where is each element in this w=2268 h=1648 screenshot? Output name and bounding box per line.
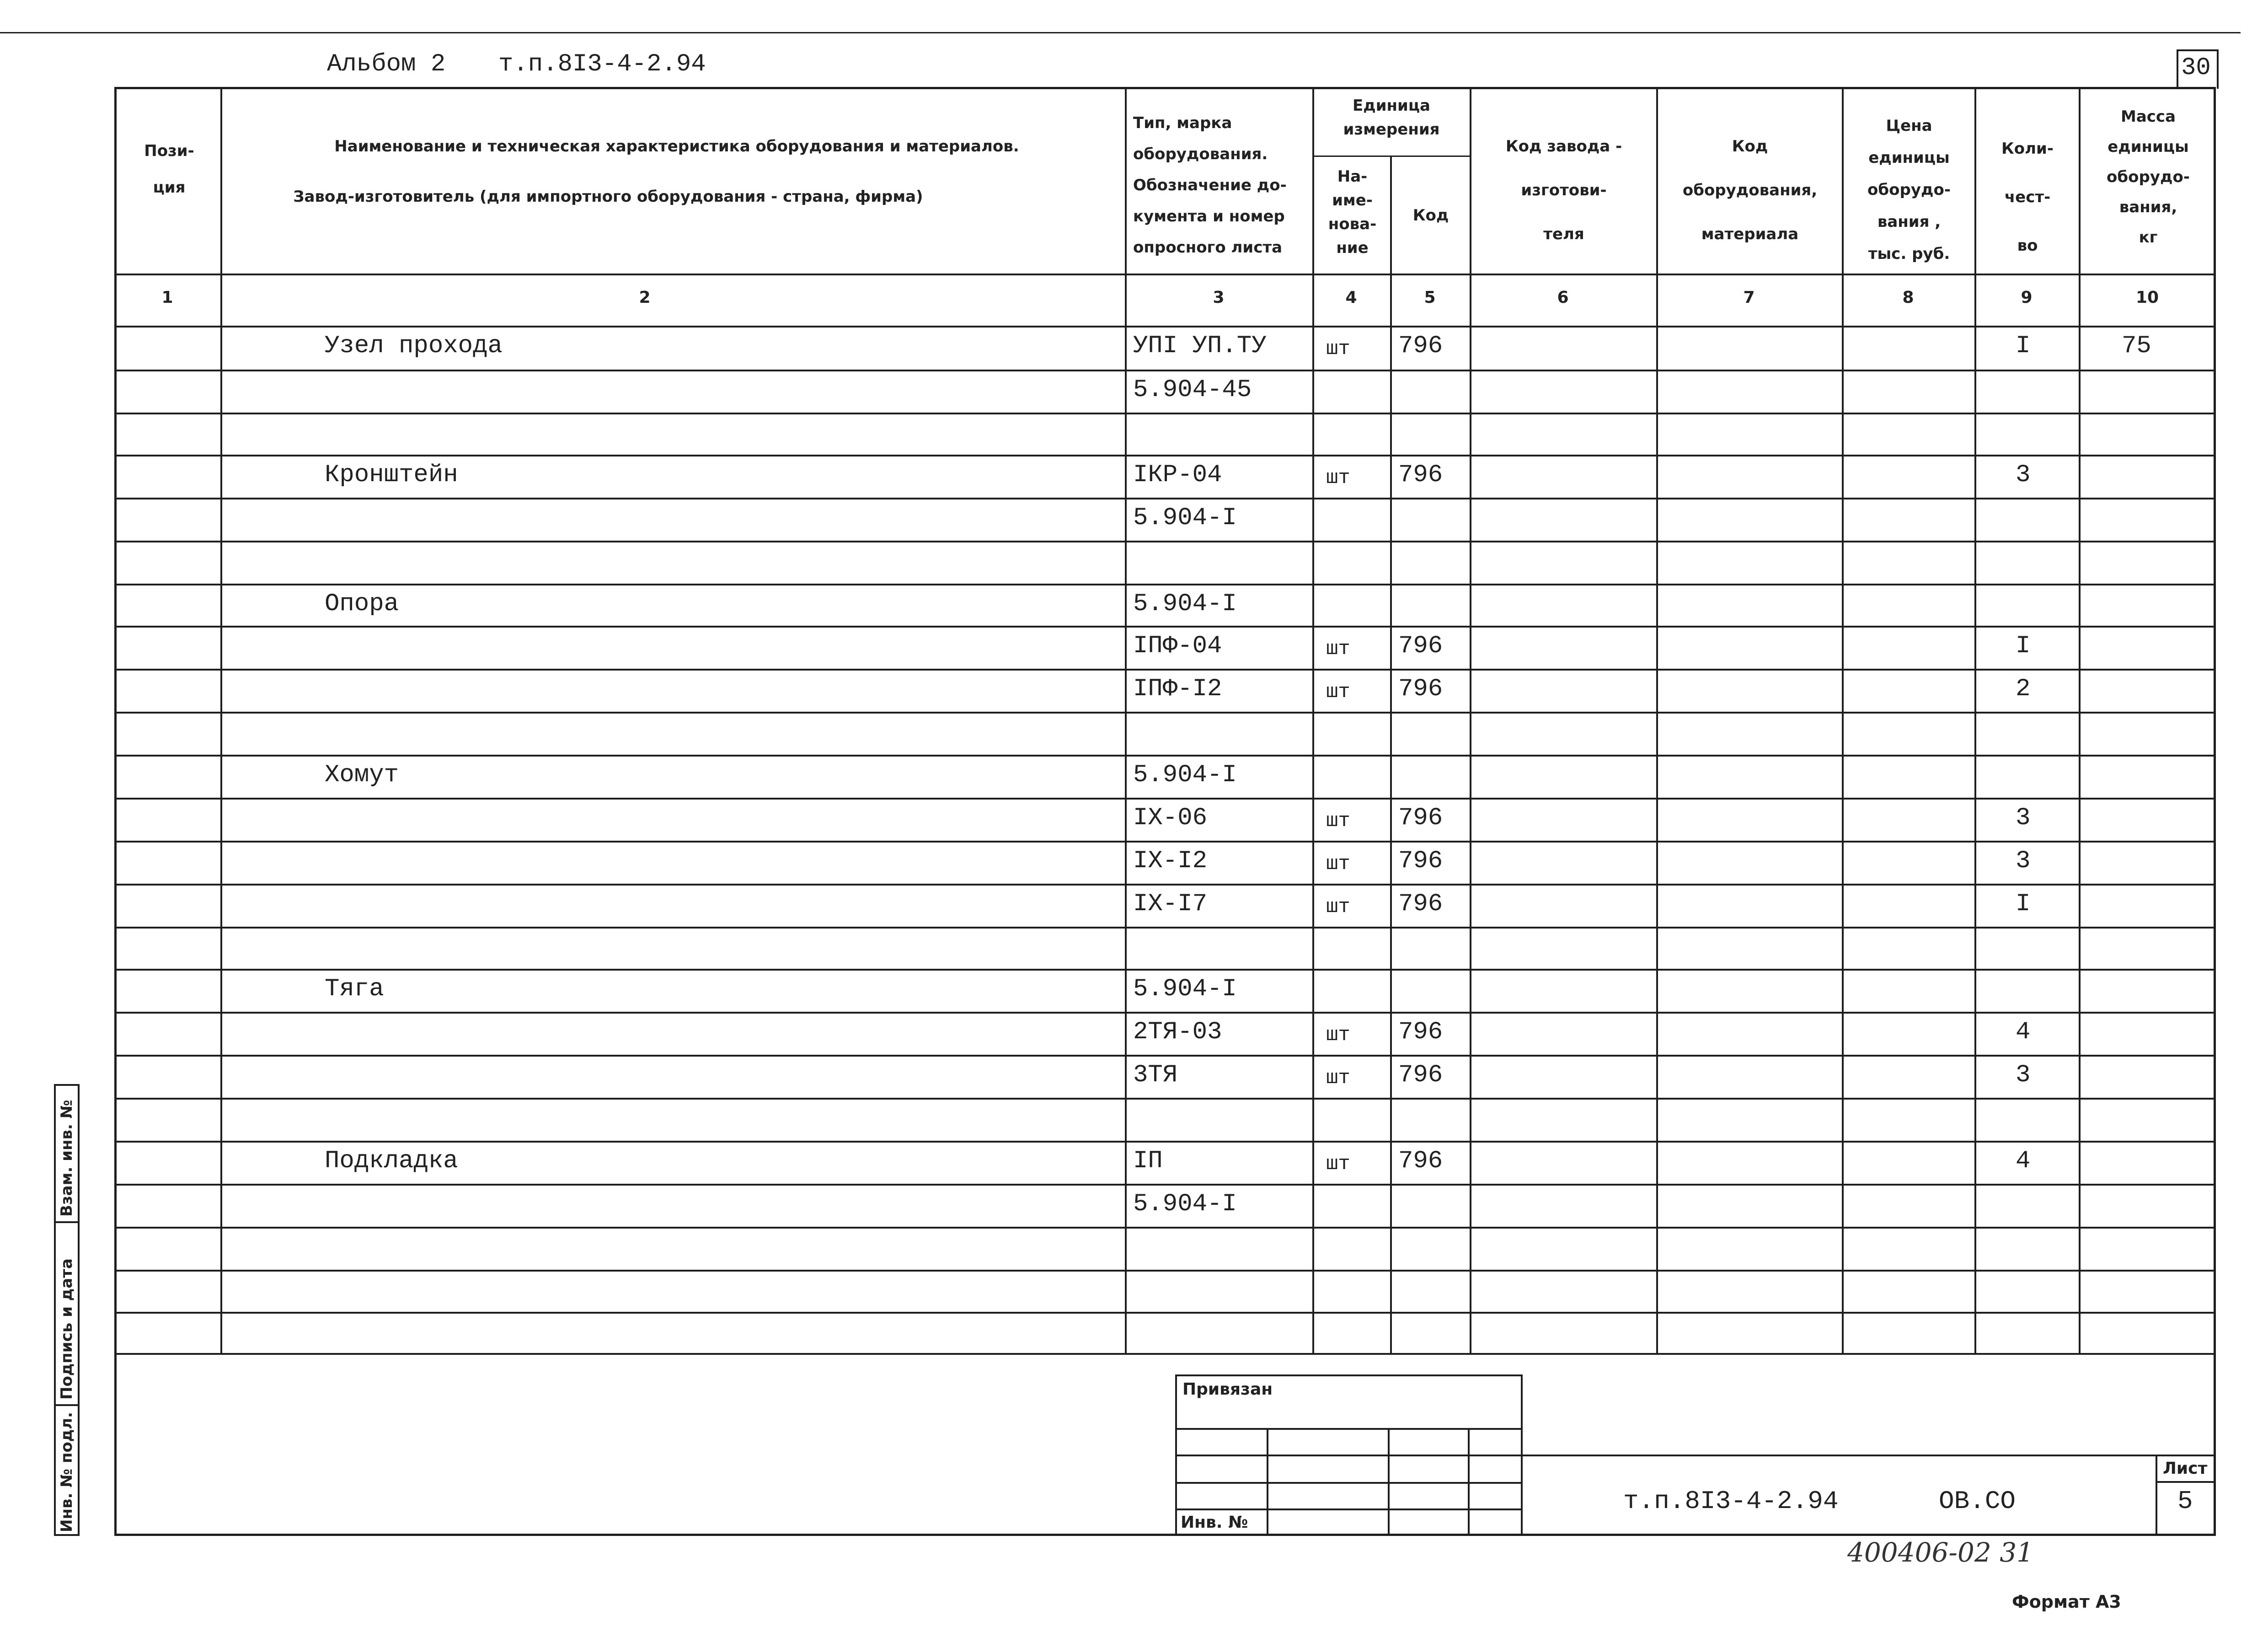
table-row — [114, 712, 2216, 755]
row-quantity: 4 — [2016, 1147, 2031, 1175]
row-type: 3ТЯ — [1133, 1061, 1178, 1089]
row-name: Подкладка — [325, 1147, 458, 1175]
row-quantity: 2 — [2016, 675, 2031, 703]
row-type: IКР-04 — [1133, 461, 1222, 489]
row-unit-code: 796 — [1398, 804, 1443, 832]
table-row — [114, 626, 2216, 669]
row-type: IПФ-I2 — [1133, 675, 1222, 703]
colnum-2: 2 — [639, 288, 651, 307]
row-type: 5.904-I — [1133, 1190, 1237, 1218]
row-type: IX-06 — [1133, 804, 1208, 832]
row-name: Узел прохода — [325, 332, 503, 360]
album-label: Альбом 2 — [327, 50, 446, 78]
row-unit-code: 796 — [1398, 1061, 1443, 1089]
row-type: IПФ-04 — [1133, 632, 1222, 660]
header-position: Пози- ция — [144, 142, 194, 197]
row-name: Тяга — [325, 975, 384, 1003]
colnum-6: 6 — [1557, 288, 1569, 307]
page-number-box — [2177, 49, 2219, 89]
row-unit-code: 796 — [1398, 461, 1443, 489]
table-row — [114, 1012, 2216, 1055]
header-unit-code: Код — [1412, 206, 1449, 225]
colnum-4: 4 — [1345, 288, 1357, 307]
handwritten-note: 400406-02 31 — [1847, 1537, 2034, 1568]
row-mass: 75 — [2122, 332, 2151, 360]
row-unit-code: 796 — [1398, 675, 1443, 703]
row-quantity: 4 — [2016, 1018, 2031, 1046]
table-row — [114, 413, 2216, 455]
row-quantity: 3 — [2016, 1061, 2031, 1089]
row-quantity: I — [2016, 632, 2031, 660]
row-quantity: 3 — [2016, 804, 2031, 832]
colnum-3: 3 — [1213, 288, 1225, 307]
table-row — [114, 584, 2216, 626]
table-row — [114, 1098, 2216, 1141]
header-material-code: Код оборудования, материала — [1682, 137, 1818, 243]
table-row — [114, 1055, 2216, 1098]
project-code-top: т.п.8I3-4-2.94 — [498, 50, 706, 78]
row-type: 5.904-I — [1133, 761, 1237, 789]
table-row — [114, 1270, 2216, 1312]
table-row — [114, 326, 2216, 370]
side-label-podpis: Подпись и дата — [58, 1258, 76, 1400]
privyazan-label: Привязан — [1182, 1380, 1273, 1399]
row-unit-code: 796 — [1398, 1018, 1443, 1046]
sheet-number: 5 — [2177, 1487, 2193, 1516]
table-row — [114, 1141, 2216, 1184]
row-type: 5.904-I — [1133, 590, 1237, 618]
colnum-9: 9 — [2021, 288, 2033, 307]
row-type: 5.904-45 — [1133, 376, 1252, 404]
row-unit-code: 796 — [1398, 1147, 1443, 1175]
row-type: 5.904-I — [1133, 975, 1237, 1003]
row-unit-name: шт — [1326, 467, 1350, 489]
header-unit-name: На- име- нова- ние — [1328, 167, 1377, 257]
table-row — [114, 841, 2216, 884]
colnum-1: 1 — [161, 288, 173, 307]
table-row — [114, 927, 2216, 969]
row-unit-name: шт — [1326, 338, 1350, 360]
header-name-line2: Завод-изготовитель (для импортного оборудования - страна, фирма) — [293, 188, 923, 206]
row-type: IX-I2 — [1133, 847, 1208, 875]
row-unit-name: шт — [1326, 638, 1350, 660]
row-type: УПI УП.ТУ — [1133, 332, 1267, 360]
row-unit-name: шт — [1326, 681, 1350, 703]
table-row — [114, 498, 2216, 541]
stamp-doc-code: т.п.8I3-4-2.94 — [1623, 1487, 1839, 1516]
stamp-doc-mark: ОВ.СО — [1939, 1487, 2016, 1516]
row-unit-name: шт — [1326, 896, 1350, 918]
row-quantity: 3 — [2016, 461, 2031, 489]
row-type: 2ТЯ-03 — [1133, 1018, 1222, 1046]
row-unit-code: 796 — [1398, 890, 1443, 918]
header-name-line1: Наименование и техническая характеристика оборудования и материалов. — [334, 137, 1019, 156]
row-unit-name: шт — [1326, 1024, 1350, 1047]
row-name: Кронштейн — [325, 461, 458, 489]
side-label-inv: Инв. № подл. — [58, 1412, 76, 1532]
table-row — [114, 969, 2216, 1012]
row-name: Опора — [325, 590, 399, 618]
colnum-7: 7 — [1743, 288, 1755, 307]
table-row — [114, 370, 2216, 413]
inv-no-label: Инв. № — [1181, 1513, 1248, 1532]
row-quantity: 3 — [2016, 847, 2031, 875]
table-row — [114, 669, 2216, 712]
row-type: IП — [1133, 1147, 1163, 1175]
row-unit-code: 796 — [1398, 847, 1443, 875]
colnum-8: 8 — [1902, 288, 1914, 307]
row-unit-code: 796 — [1398, 632, 1443, 660]
side-label-vzam: Взам. инв. № — [58, 1100, 76, 1217]
header-price: Цена единицы оборудо- вания , тыс. руб. — [1867, 117, 1951, 263]
table-row — [114, 884, 2216, 927]
header-type: Тип, марка оборудования. Обозначение до- кумента и номер опросного листа — [1133, 114, 1287, 257]
colnum-5: 5 — [1424, 288, 1436, 307]
row-quantity: I — [2016, 332, 2031, 360]
row-unit-name: шт — [1326, 853, 1350, 875]
table-row — [114, 541, 2216, 584]
header-unit-group: Единица измерения — [1343, 97, 1440, 139]
table-row — [114, 1227, 2216, 1270]
row-unit-name: шт — [1326, 1067, 1350, 1090]
row-unit-name: шт — [1326, 810, 1350, 832]
row-unit-name: шт — [1326, 1153, 1350, 1176]
page-number: 30 — [2181, 54, 2211, 82]
header-quantity: Коли- чест- во — [2001, 140, 2054, 255]
table-row — [114, 1184, 2216, 1227]
row-type: IX-I7 — [1133, 890, 1208, 918]
table-row — [114, 798, 2216, 841]
row-name: Хомут — [325, 761, 399, 789]
row-type: 5.904-I — [1133, 504, 1237, 532]
row-unit-code: 796 — [1398, 332, 1443, 360]
format-label: Формат А3 — [2012, 1592, 2121, 1612]
table-row — [114, 455, 2216, 498]
row-quantity: I — [2016, 890, 2031, 918]
table-row — [114, 755, 2216, 798]
header-factory-code: Код завода - изготови- теля — [1505, 137, 1622, 243]
sheet-label: Лист — [2163, 1459, 2208, 1478]
table-row — [114, 1312, 2216, 1353]
header-mass: Масса единицы оборудо- вания, кг — [2107, 107, 2190, 247]
colnum-10: 10 — [2135, 288, 2159, 307]
